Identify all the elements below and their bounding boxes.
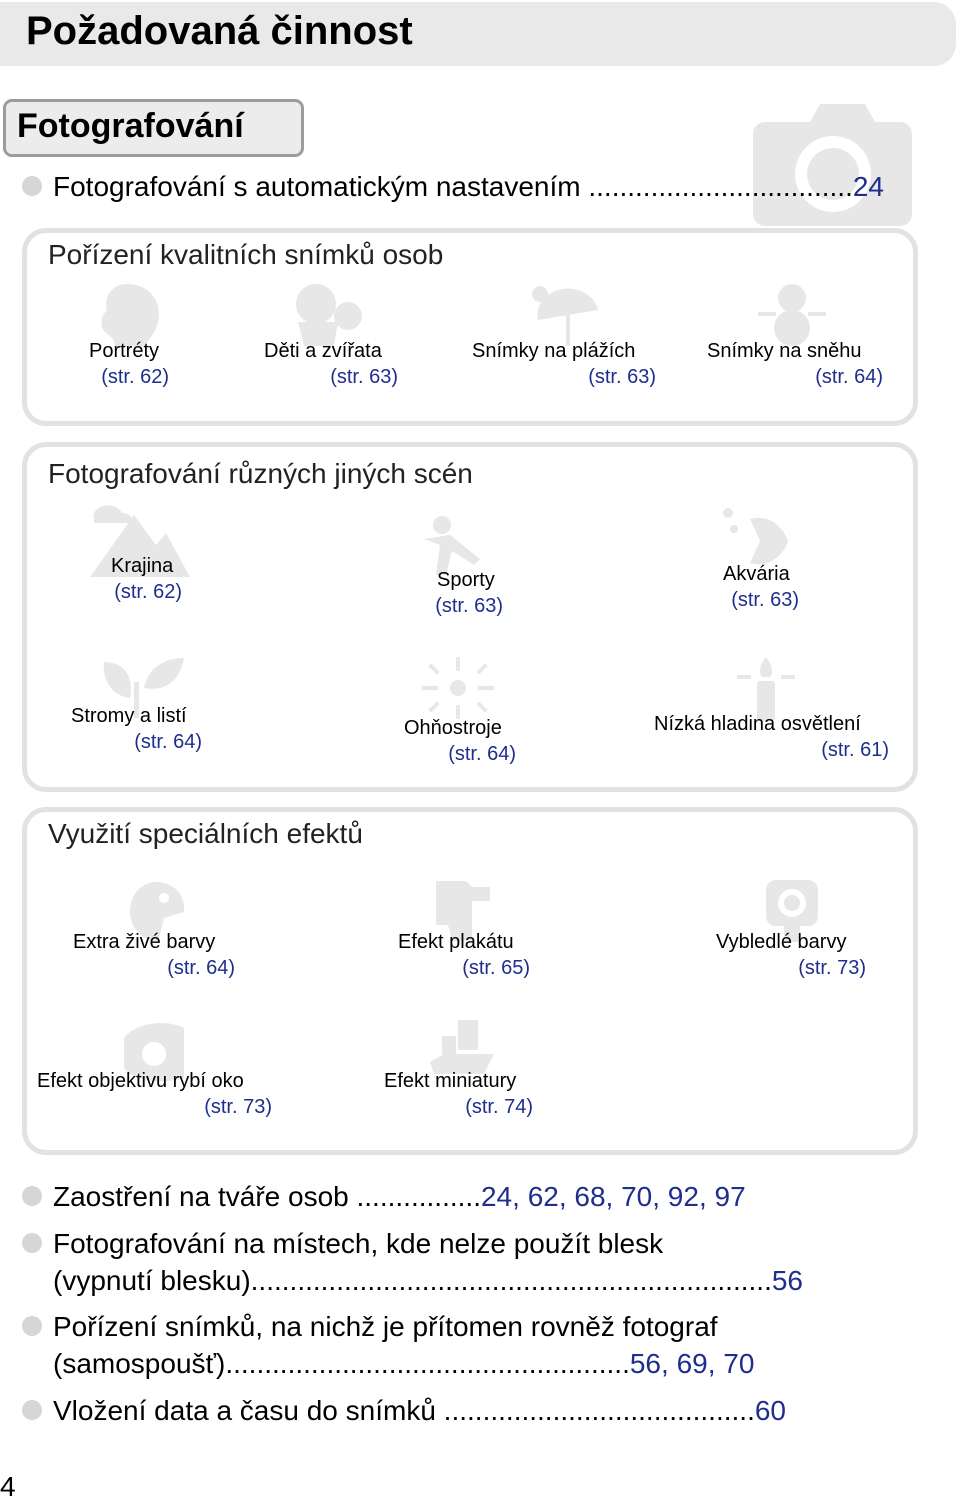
scene-name: Krajina bbox=[111, 555, 174, 577]
scene-name: Extra živé barvy bbox=[73, 931, 216, 953]
bullet-dot bbox=[22, 1233, 42, 1253]
page-ref[interactable]: 24 bbox=[852, 171, 885, 202]
scene-ref[interactable]: (str. 63) bbox=[731, 589, 799, 611]
scene-ref[interactable]: (str. 64) bbox=[448, 743, 516, 765]
bullet-item-face-focus bbox=[22, 1179, 746, 1215]
bullet-dot bbox=[22, 176, 42, 196]
bullet-item-date-stamp bbox=[22, 1393, 786, 1429]
scene-caption bbox=[716, 929, 866, 981]
scene-caption bbox=[721, 561, 799, 613]
scene-name: Efekt miniatury bbox=[384, 1070, 517, 1092]
scene-name: Efekt objektivu rybí oko bbox=[37, 1070, 244, 1092]
page-title: Požadovaná činnost bbox=[26, 9, 413, 53]
scene-caption bbox=[384, 1068, 533, 1120]
auto-shooting-text: Fotografování s automatickým nastavením .................................. bbox=[53, 171, 853, 202]
scene-caption bbox=[37, 1068, 272, 1120]
scene-name: Ohňostroje bbox=[404, 717, 502, 739]
panel-title-people: Pořízení kvalitních snímků osob bbox=[48, 239, 444, 270]
camera-icon bbox=[745, 92, 920, 237]
scene-caption bbox=[654, 711, 889, 763]
page-ref[interactable]: 60 bbox=[754, 1395, 787, 1426]
scene-ref[interactable]: (str. 73) bbox=[204, 1096, 272, 1118]
scene-name: Děti a zvířata bbox=[264, 340, 382, 362]
scene-caption bbox=[707, 338, 883, 390]
scene-ref[interactable]: (str. 73) bbox=[798, 957, 866, 979]
page-number: 4 bbox=[0, 1471, 16, 1502]
scene-caption bbox=[73, 929, 235, 981]
scene-name: Sporty bbox=[437, 569, 495, 591]
bullet-item-text: (samospoušť).................................................... bbox=[53, 1348, 630, 1379]
scene-caption bbox=[264, 338, 398, 390]
scene-ref[interactable]: (str. 64) bbox=[815, 366, 883, 388]
snow-icon bbox=[752, 282, 832, 346]
panel-title-other-scenes: Fotografování různých jiných scén bbox=[48, 458, 473, 489]
bullet-item-text: Pořízení snímků, na nichž je přítomen rovněž fotograf bbox=[53, 1311, 718, 1342]
portrait-icon bbox=[95, 282, 165, 346]
page-ref[interactable]: 24, 62, 68, 70, 92, 97 bbox=[480, 1181, 746, 1212]
beach-icon bbox=[528, 282, 606, 346]
scene-name: Snímky na plážích bbox=[472, 340, 636, 362]
bullet-item-text: Vložení data a času do snímků ........................................ bbox=[53, 1395, 755, 1426]
bullet-item-text: Fotografování na místech, kde nelze použít blesk bbox=[53, 1228, 664, 1259]
scene-name: Portréty bbox=[89, 340, 160, 362]
bullet-item-self-timer bbox=[22, 1309, 718, 1345]
scene-ref[interactable]: (str. 74) bbox=[465, 1096, 533, 1118]
scene-name: Nízká hladina osvětlení bbox=[654, 713, 861, 735]
scene-ref[interactable]: (str. 62) bbox=[101, 366, 169, 388]
scene-ref[interactable]: (str. 64) bbox=[167, 957, 235, 979]
bullet-item-continuation bbox=[53, 1346, 754, 1382]
scene-caption bbox=[89, 338, 169, 390]
scene-caption bbox=[398, 929, 530, 981]
scene-caption bbox=[472, 338, 656, 390]
scene-name: Snímky na sněhu bbox=[707, 340, 862, 362]
scene-name: Stromy a listí bbox=[71, 705, 187, 727]
scene-ref[interactable]: (str. 61) bbox=[821, 739, 889, 761]
page-ref[interactable]: 56, 69, 70 bbox=[629, 1348, 755, 1379]
bullet-item-flash-off bbox=[22, 1226, 663, 1262]
section-tab-label: Fotografování bbox=[17, 107, 244, 145]
bullet-dot bbox=[22, 1400, 42, 1420]
scene-ref[interactable]: (str. 65) bbox=[462, 957, 530, 979]
scene-caption bbox=[71, 703, 202, 755]
scene-caption bbox=[105, 553, 182, 605]
scene-caption bbox=[404, 715, 516, 767]
scene-ref[interactable]: (str. 63) bbox=[435, 595, 503, 617]
scene-ref[interactable]: (str. 63) bbox=[330, 366, 398, 388]
bullet-item-continuation bbox=[53, 1263, 803, 1299]
scene-ref[interactable]: (str. 63) bbox=[588, 366, 656, 388]
scene-name: Efekt plakátu bbox=[398, 931, 514, 953]
fireworks-icon bbox=[418, 655, 498, 721]
bullet-dot bbox=[22, 1316, 42, 1336]
scene-caption bbox=[425, 567, 503, 619]
bullet-item-text: Zaostření na tváře osob ................ bbox=[53, 1181, 481, 1212]
scene-ref[interactable]: (str. 64) bbox=[134, 731, 202, 753]
bullet-item-text: (vypnutí blesku)................................................................... bbox=[53, 1265, 772, 1296]
kids-pets-icon bbox=[288, 282, 368, 346]
panel-title-special-effects: Využití speciálních efektů bbox=[48, 818, 363, 849]
auto-shooting-item bbox=[22, 169, 884, 205]
scene-name: Vybledlé barvy bbox=[716, 931, 847, 953]
bullet-dot bbox=[22, 1186, 42, 1206]
scene-ref[interactable]: (str. 62) bbox=[114, 581, 182, 603]
scene-name: Akvária bbox=[723, 563, 790, 585]
page-ref[interactable]: 56 bbox=[771, 1265, 804, 1296]
